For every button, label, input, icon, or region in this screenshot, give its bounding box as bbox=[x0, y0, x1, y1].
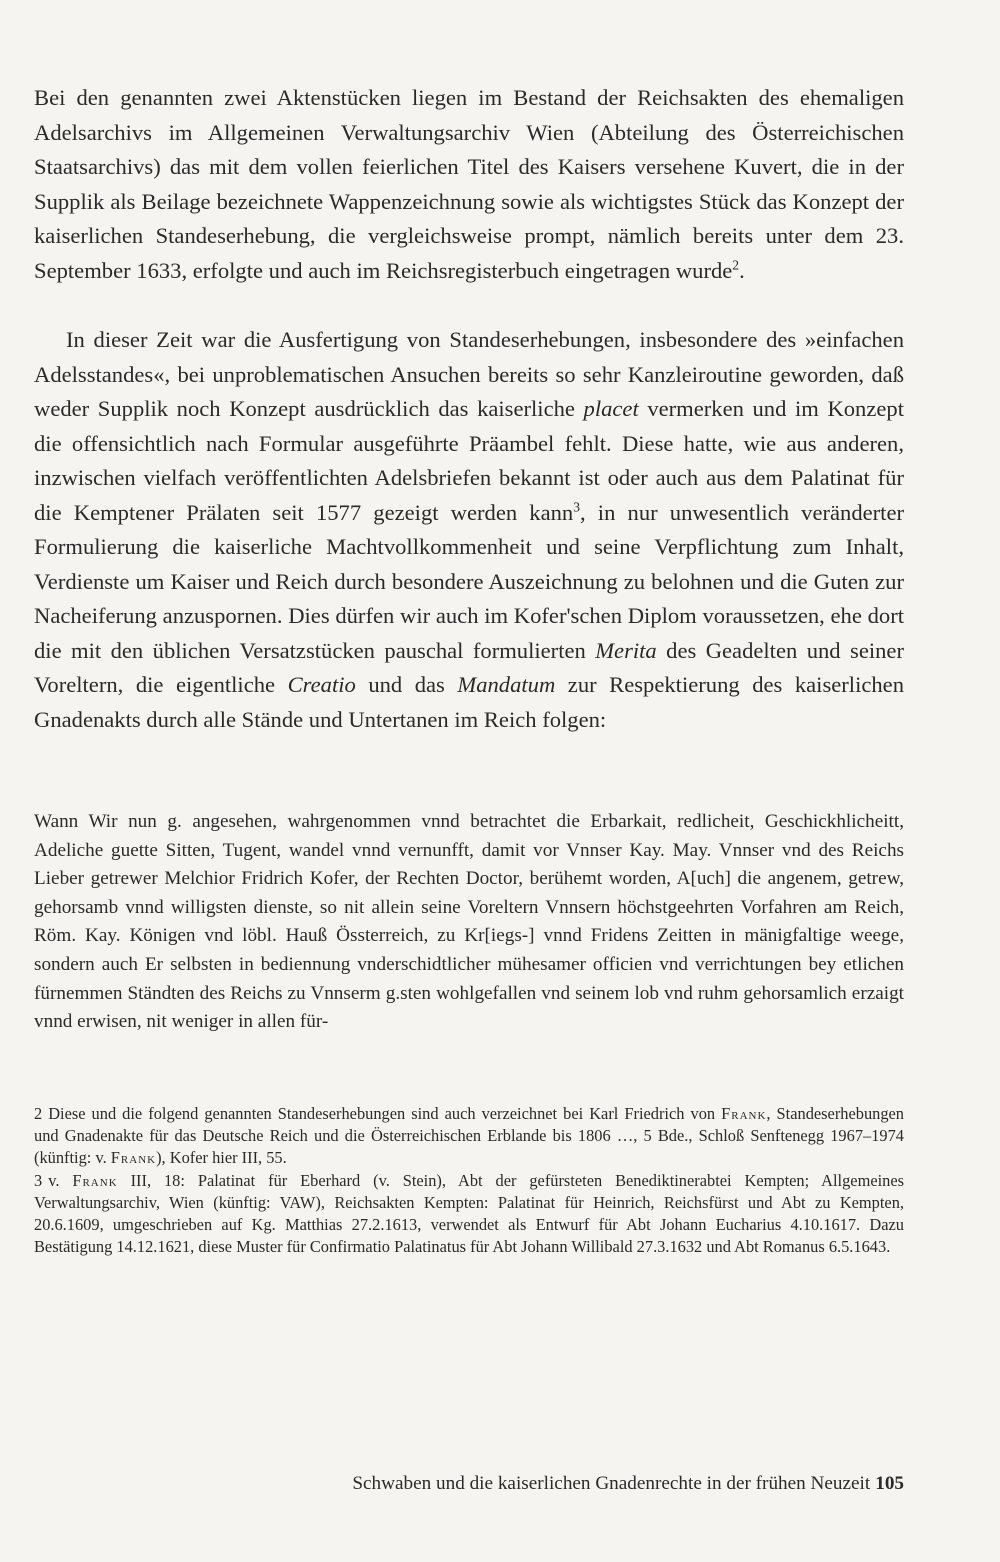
footnote-reference[interactable]: 2 bbox=[732, 256, 740, 272]
paragraph-end: . bbox=[739, 257, 745, 283]
footnote-text: v. bbox=[48, 1170, 73, 1190]
footnote-reference[interactable]: 3 bbox=[573, 498, 581, 514]
footnote-text: Diese und die folgend genannten Standeserhebungen sind auch verzeichnet bei Karl Friedrich von bbox=[48, 1104, 722, 1123]
paragraph-text: In dieser Zeit war die Ausfertigung von Standeserhebungen, insbesondere des »einfachen Adelsstandes«, bei unproblematischen Ansuchen bereits so sehr Kanzleiroutine geworden, daß weder Supplik noch Konzept ausdrücklich das kaiserliche bbox=[34, 327, 904, 421]
footnotes bbox=[34, 1103, 904, 1258]
italic-term: placet bbox=[583, 396, 639, 421]
block-quote: Wann Wir nun g. angesehen, wahrgenommen vnnd betrachtet die Erbarkait, redlicheit, Geschickhlicheitt, Adeliche guette Sitten, Tugent, wandel vnnd vernunfft, damit vor Vnnser Kay. May. Vnnser vnd des Reichs Lieber getrewer Melchior Fridrich Kofer, der Rechten Doctor, berühemt worden, A[uch] die angenem, getrew, gehorsamb vnnd willigsten dienste, so nit allein seine Voreltern Vnnsern höchstgeehrten Vorfahren am Reich, Röm. Kay. Königen vnd löbl. Hauß Össterreich, zu Kr[iegs-] vnnd Fridens Zeitten in mänigfaltige weege, sondern auch Er selbsten in bediennung vnderschidtlicher mühesamer officien vnd verrichtungen bey etlichen fürnemmen Ständten des Reichs zu Vnnserm g.sten wohlgefallen vnd seinem lob vnd ruhm gehorsamlich erzaigt vnnd erwisen, nit weniger in allen für- bbox=[34, 811, 904, 1033]
italic-term: Mandatum bbox=[457, 672, 556, 697]
footnote-text: , Standeserhebungen und Gnadenakte für das Deutsche Reich und die Österreichischen Erblande bis 1806 …, 5 Bde., Schloß Senftenegg 1967–1974 (künftig: v. bbox=[34, 1104, 905, 1168]
paragraph-text: , in nur unwesentlich veränderter Formulierung die kaiserliche Machtvollkommenheit und seine Verpflichtung zum Inhalt, Verdienste um Kaiser und Reich durch besondere Auszeichnung zu belohnen und die Guten zur Nacheiferung anzuspornen. Dies dürfen wir auch im Kofer'schen Diplom voraussetzen, ehe dort die mit den üblichen Versatzstücken pauschal formulierten bbox=[34, 499, 905, 663]
italic-term: Creatio bbox=[287, 672, 356, 697]
footnote-3 bbox=[34, 1170, 904, 1259]
author-name: Frank bbox=[721, 1104, 767, 1123]
running-title: Schwaben und die kaiserlichen Gnadenrechte in der frühen Neuzeit bbox=[352, 1473, 871, 1494]
footnote-number: 3 bbox=[34, 1170, 43, 1190]
paragraph-text: und das bbox=[355, 672, 458, 697]
author-name: Frank bbox=[110, 1148, 157, 1168]
paragraph-text: zur Respektierung des kaiserlichen Gnadenakts durch alle Stände und Untertanen im Reich folgen: bbox=[34, 672, 904, 732]
footnote-text: III, 18: Palatinat für Eberhard (v. Stein), Abt der gefürsteten Benediktinerabtei Kempten; Allgemeines Verwaltungsarchiv, Wien (künftig: VAW), Reichsakten Kempten: Palatinat für Heinrich, Reichsfürst und Abt zu Kempten, 20.6.1609, umgeschrieben auf Kg. Matthias 27.2.1613, verwendet als Entwurf für Abt Johann Eucharius 4.10.1617. Dazu Bestätigung 14.12.1621, diese Muster für Confirmatio Palatinatus für Abt Johann Willibald 27.3.1632 und Abt Romanus 6.5.1643. bbox=[34, 1170, 905, 1257]
italic-term: Merita bbox=[595, 637, 657, 663]
author-name: Frank bbox=[72, 1170, 118, 1190]
page-number: 105 bbox=[875, 1473, 904, 1494]
body-paragraph-1 bbox=[34, 81, 904, 288]
paragraph-text: Bei den genannten zwei Aktenstücken liegen im Bestand der Reichsakten des ehemaligen Adelsarchivs im Allgemeinen Verwaltungsarchiv Wien (Abteilung des Österreichischen Staatsarchivs) das mit dem vollen feierlichen Titel des Kaisers versehene Kuvert, die in der Supplik als Beilage bezeichnete Wappenzeichnung sowie als wichtigstes Stück das Konzept der kaiserlichen Standeserhebung, die vergleichsweise prompt, nämlich bereits unter dem 23. September 1633, erfolgte und auch im Reichsregisterbuch eingetragen wurde bbox=[34, 85, 904, 283]
paragraph-text: des Geadelten und seiner Voreltern, die eigentliche bbox=[34, 637, 904, 697]
body-paragraph-2 bbox=[34, 323, 904, 737]
paragraph-text: vermerken und im Konzept die offensichtlich nach Formular ausgeführte Präambel fehlt. Diese hatte, wie aus anderen, inzwischen vielfach veröffentlichten Adelsbriefen bekannt ist oder auch aus dem Palatinat für die Kemptener Prälaten seit 1577 gezeigt werden kann bbox=[34, 396, 904, 525]
page-footer bbox=[352, 1473, 904, 1495]
footnote-2 bbox=[34, 1103, 904, 1170]
footnote-number: 2 bbox=[34, 1104, 43, 1123]
footnote-text: ), Kofer hier III, 55. bbox=[156, 1148, 287, 1168]
